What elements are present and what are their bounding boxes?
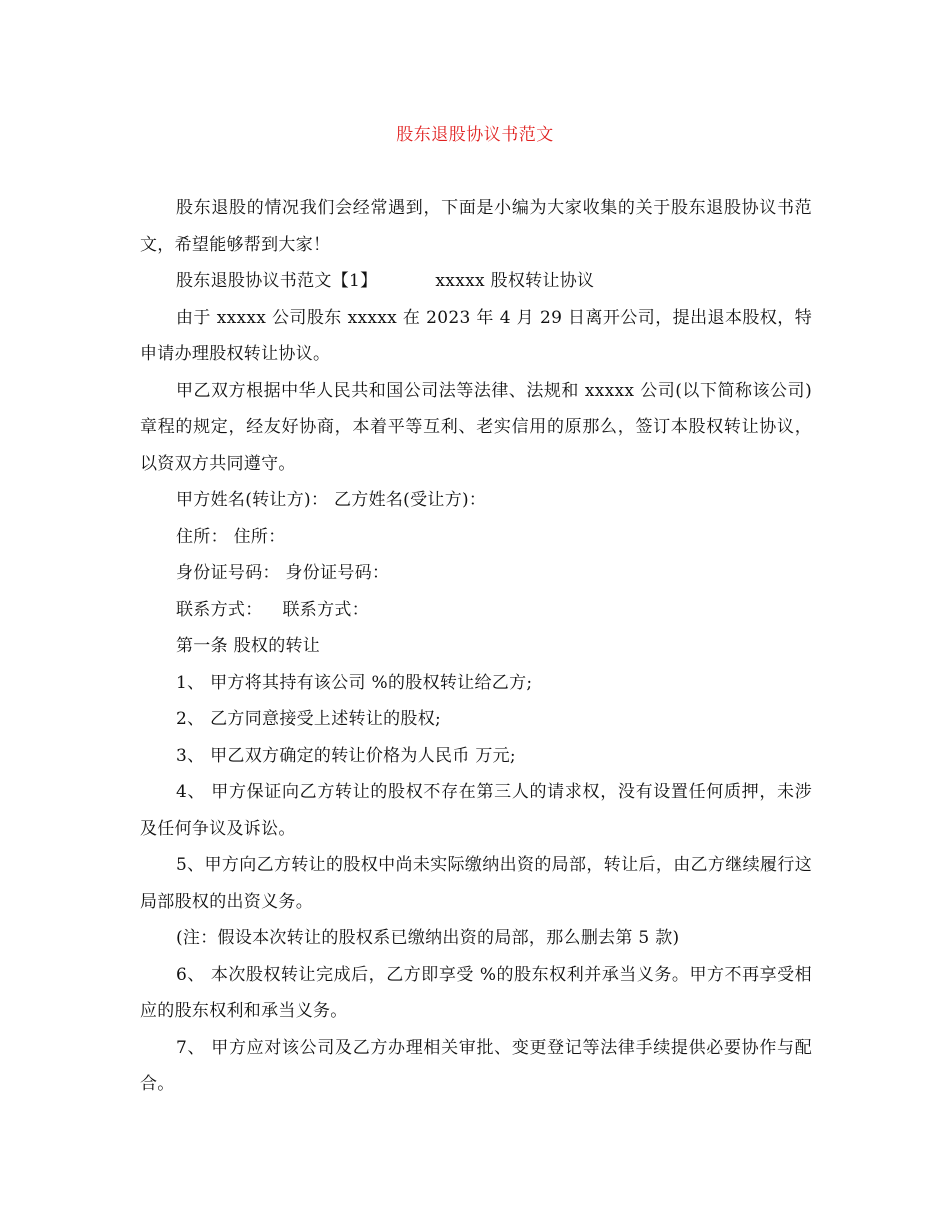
list-item-2: 2、 乙方同意接受上述转让的股权; [176, 709, 442, 729]
contact-line [140, 592, 812, 629]
document-title: 股东退股协议书范文 [396, 125, 554, 145]
article-1-heading: 第一条 股权的转让 [176, 636, 321, 656]
list-item-5: 5、甲方向乙方转让的股权中尚未实际缴纳出资的局部，转让后，由乙方继续履行这局部股权的出资义务。 [140, 855, 812, 912]
party-name-line: 甲方姓名(转让方)： 乙方姓名(受让方)： [176, 490, 487, 510]
list-item-1: 1、 甲方将其持有该公司 %的股权转让给乙方; [176, 672, 533, 693]
id-number-line: 身份证号码： 身份证号码： [176, 563, 390, 583]
intro-paragraph: 股东退股的情况我们会经常遇到，下面是小编为大家收集的关于股东退股协议书范文，希望能够帮到大家！ [140, 198, 812, 255]
list-item-4: 4、 甲方保证向乙方转让的股权不存在第三人的请求权，没有设置任何质押，未涉及任何争议及诉讼。 [140, 782, 812, 839]
basis-paragraph: 甲乙双方根据中华人民共和国公司法等法律、法规和 xxxxx 公司(以下简称该公司)章程的规定，经友好协商，本着平等互利、老实信用的原那么，签订本股权转让协议，以资双方共同遵守。 [140, 380, 812, 474]
list-item-7: 7、 甲方应对该公司及乙方办理相关审批、变更登记等法律手续提供必要协作与配合。 [140, 1037, 812, 1094]
section-heading [140, 263, 812, 300]
section-heading-left: 股东退股协议书范文【1】 [176, 271, 378, 291]
list-item-6: 6、 本次股权转让完成后，乙方即享受 %的股东权利并承当义务。甲方不再享受相应的股东权利和承当义务。 [140, 964, 812, 1021]
address-line: 住所： 住所： [176, 526, 286, 547]
reason-paragraph: 由于 xxxxx 公司股东 xxxxx 在 2023 年 4 月 29 日离开公司，提出退本股权，特申请办理股权转让协议。 [140, 307, 812, 364]
contact-left: 联系方式： [176, 599, 263, 620]
section-heading-right: xxxxx 股权转让协议 [435, 271, 595, 291]
contact-right: 联系方式： [282, 599, 369, 620]
list-item-3: 3、 甲乙双方确定的转让价格为人民币 万元; [176, 745, 516, 766]
document-body [140, 190, 812, 1103]
note-paragraph: (注：假设本次转让的股权系已缴纳出资的局部，那么删去第 5 款) [176, 928, 680, 948]
